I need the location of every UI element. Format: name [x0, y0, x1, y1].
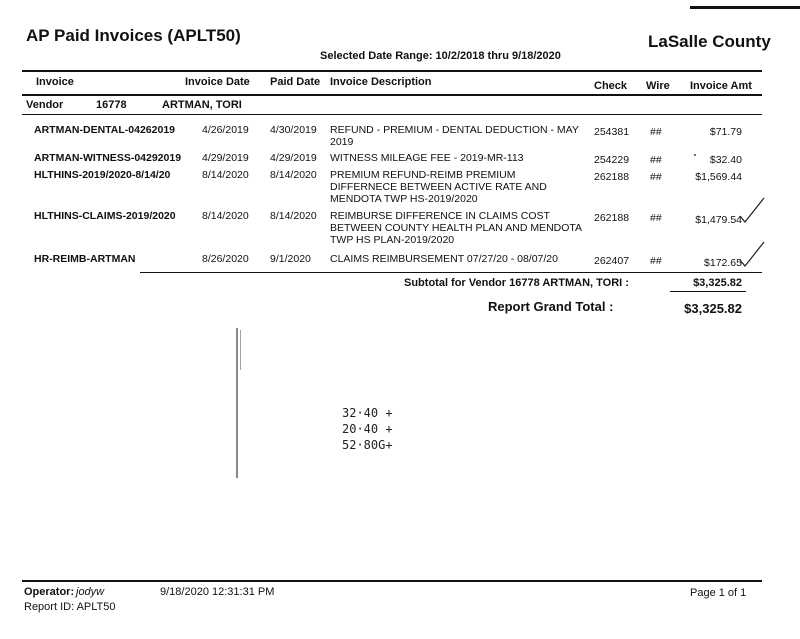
- invoice-amount: $1,569.44: [695, 171, 742, 183]
- col-header-paid-date: Paid Date: [270, 76, 321, 88]
- pen-dot-mark: [692, 152, 698, 158]
- operator-name: jodyw: [76, 586, 105, 598]
- col-header-check: Check: [594, 80, 628, 92]
- col-header-amount: Invoice Amt: [690, 80, 752, 92]
- adding-tape-line: 20·40 +: [342, 422, 393, 436]
- invoice-number: HLTHINS-2019/2020-8/14/20: [34, 169, 171, 181]
- wire-flag: ##: [650, 171, 662, 183]
- invoice-number: ARTMAN-WITNESS-04292019: [34, 152, 182, 164]
- invoice-amount: $71.79: [709, 126, 742, 138]
- vendor-id: 16778: [96, 99, 127, 111]
- invoice-amount: $1,479.54: [695, 214, 742, 226]
- check-number: 262407: [594, 255, 630, 267]
- subtotal-amount: $3,325.82: [693, 277, 742, 289]
- operator-label: Operator:: [24, 586, 75, 598]
- scan-mark: [236, 328, 238, 478]
- footer-rule: [22, 580, 762, 582]
- vendor-label: Vendor: [26, 99, 64, 111]
- invoice-date: 8/26/2020: [202, 253, 249, 265]
- paid-date: 4/29/2019: [270, 152, 317, 164]
- check-number: 254229: [594, 154, 630, 166]
- invoice-number: HLTHINS-CLAIMS-2019/2020: [34, 210, 176, 222]
- paid-date: 8/14/2020: [270, 169, 317, 181]
- subtotal-label: Subtotal for Vendor 16778 ARTMAN, TORI :: [404, 277, 629, 289]
- invoice-description: PREMIUM REFUND-REIMB PREMIUM DIFFERNECE BETWEEN ACTIVE RATE AND MENDOTA TWP HS-2019/2020: [330, 169, 547, 205]
- checkmark-icon: [738, 196, 766, 226]
- header-top-rule: [22, 70, 762, 72]
- paid-date: 8/14/2020: [270, 210, 317, 222]
- col-header-invoice-date: Invoice Date: [185, 76, 250, 88]
- invoice-date: 8/14/2020: [202, 210, 249, 222]
- checkmark-icon: [738, 240, 766, 270]
- page-number: Page 1 of 1: [690, 587, 747, 599]
- scan-edge-line: [690, 6, 800, 9]
- invoice-date: 4/29/2019: [202, 152, 249, 164]
- report-title: AP Paid Invoices (APLT50): [26, 26, 241, 45]
- invoice-description: REIMBURSE DIFFERENCE IN CLAIMS COST BETWEEN COUNTY HEALTH PLAN AND MENDOTA TWP HS PLAN-2019/2020: [330, 210, 582, 246]
- wire-flag: ##: [650, 255, 662, 267]
- report-timestamp: 9/18/2020 12:31:31 PM: [160, 586, 275, 598]
- adding-tape-line: 32·40 +: [342, 406, 393, 420]
- invoice-amount: $32.40: [709, 154, 742, 166]
- wire-flag: ##: [650, 126, 662, 138]
- check-number: 254381: [594, 126, 630, 138]
- invoice-description: CLAIMS REIMBURSEMENT 07/27/20 - 08/07/20: [330, 253, 558, 265]
- scan-mark: [240, 330, 241, 370]
- subtotal-rule: [140, 272, 762, 273]
- invoice-number: ARTMAN-DENTAL-04262019: [34, 124, 176, 136]
- invoice-description: WITNESS MILEAGE FEE - 2019-MR-113: [330, 152, 524, 164]
- header-bottom-rule: [22, 94, 762, 96]
- adding-tape-line: 52·80G+: [342, 438, 393, 452]
- check-number: 262188: [594, 171, 630, 183]
- grand-total-label: Report Grand Total :: [488, 299, 614, 314]
- col-header-invoice: Invoice: [36, 76, 74, 88]
- invoice-number: HR-REIMB-ARTMAN: [34, 253, 136, 265]
- col-header-description: Invoice Description: [330, 76, 432, 88]
- wire-flag: ##: [650, 212, 662, 224]
- invoice-date: 8/14/2020: [202, 169, 249, 181]
- report-id: Report ID: APLT50: [24, 601, 116, 613]
- organization-name: LaSalle County: [648, 32, 771, 51]
- invoice-description: REFUND - PREMIUM - DENTAL DEDUCTION - MAY 2019: [330, 124, 579, 148]
- invoice-date: 4/26/2019: [202, 124, 249, 136]
- vendor-rule: [22, 114, 762, 115]
- grand-total-amount: $3,325.82: [684, 301, 742, 316]
- vendor-name: ARTMAN, TORI: [162, 99, 242, 111]
- paid-date: 9/1/2020: [270, 253, 311, 265]
- col-header-wire: Wire: [646, 80, 670, 92]
- invoice-amount: $172.65: [704, 257, 742, 269]
- paid-date: 4/30/2019: [270, 124, 317, 136]
- check-number: 262188: [594, 212, 630, 224]
- date-range: Selected Date Range: 10/2/2018 thru 9/18/2020: [320, 50, 561, 62]
- subtotal-amount-rule: [670, 291, 746, 292]
- wire-flag: ##: [650, 154, 662, 166]
